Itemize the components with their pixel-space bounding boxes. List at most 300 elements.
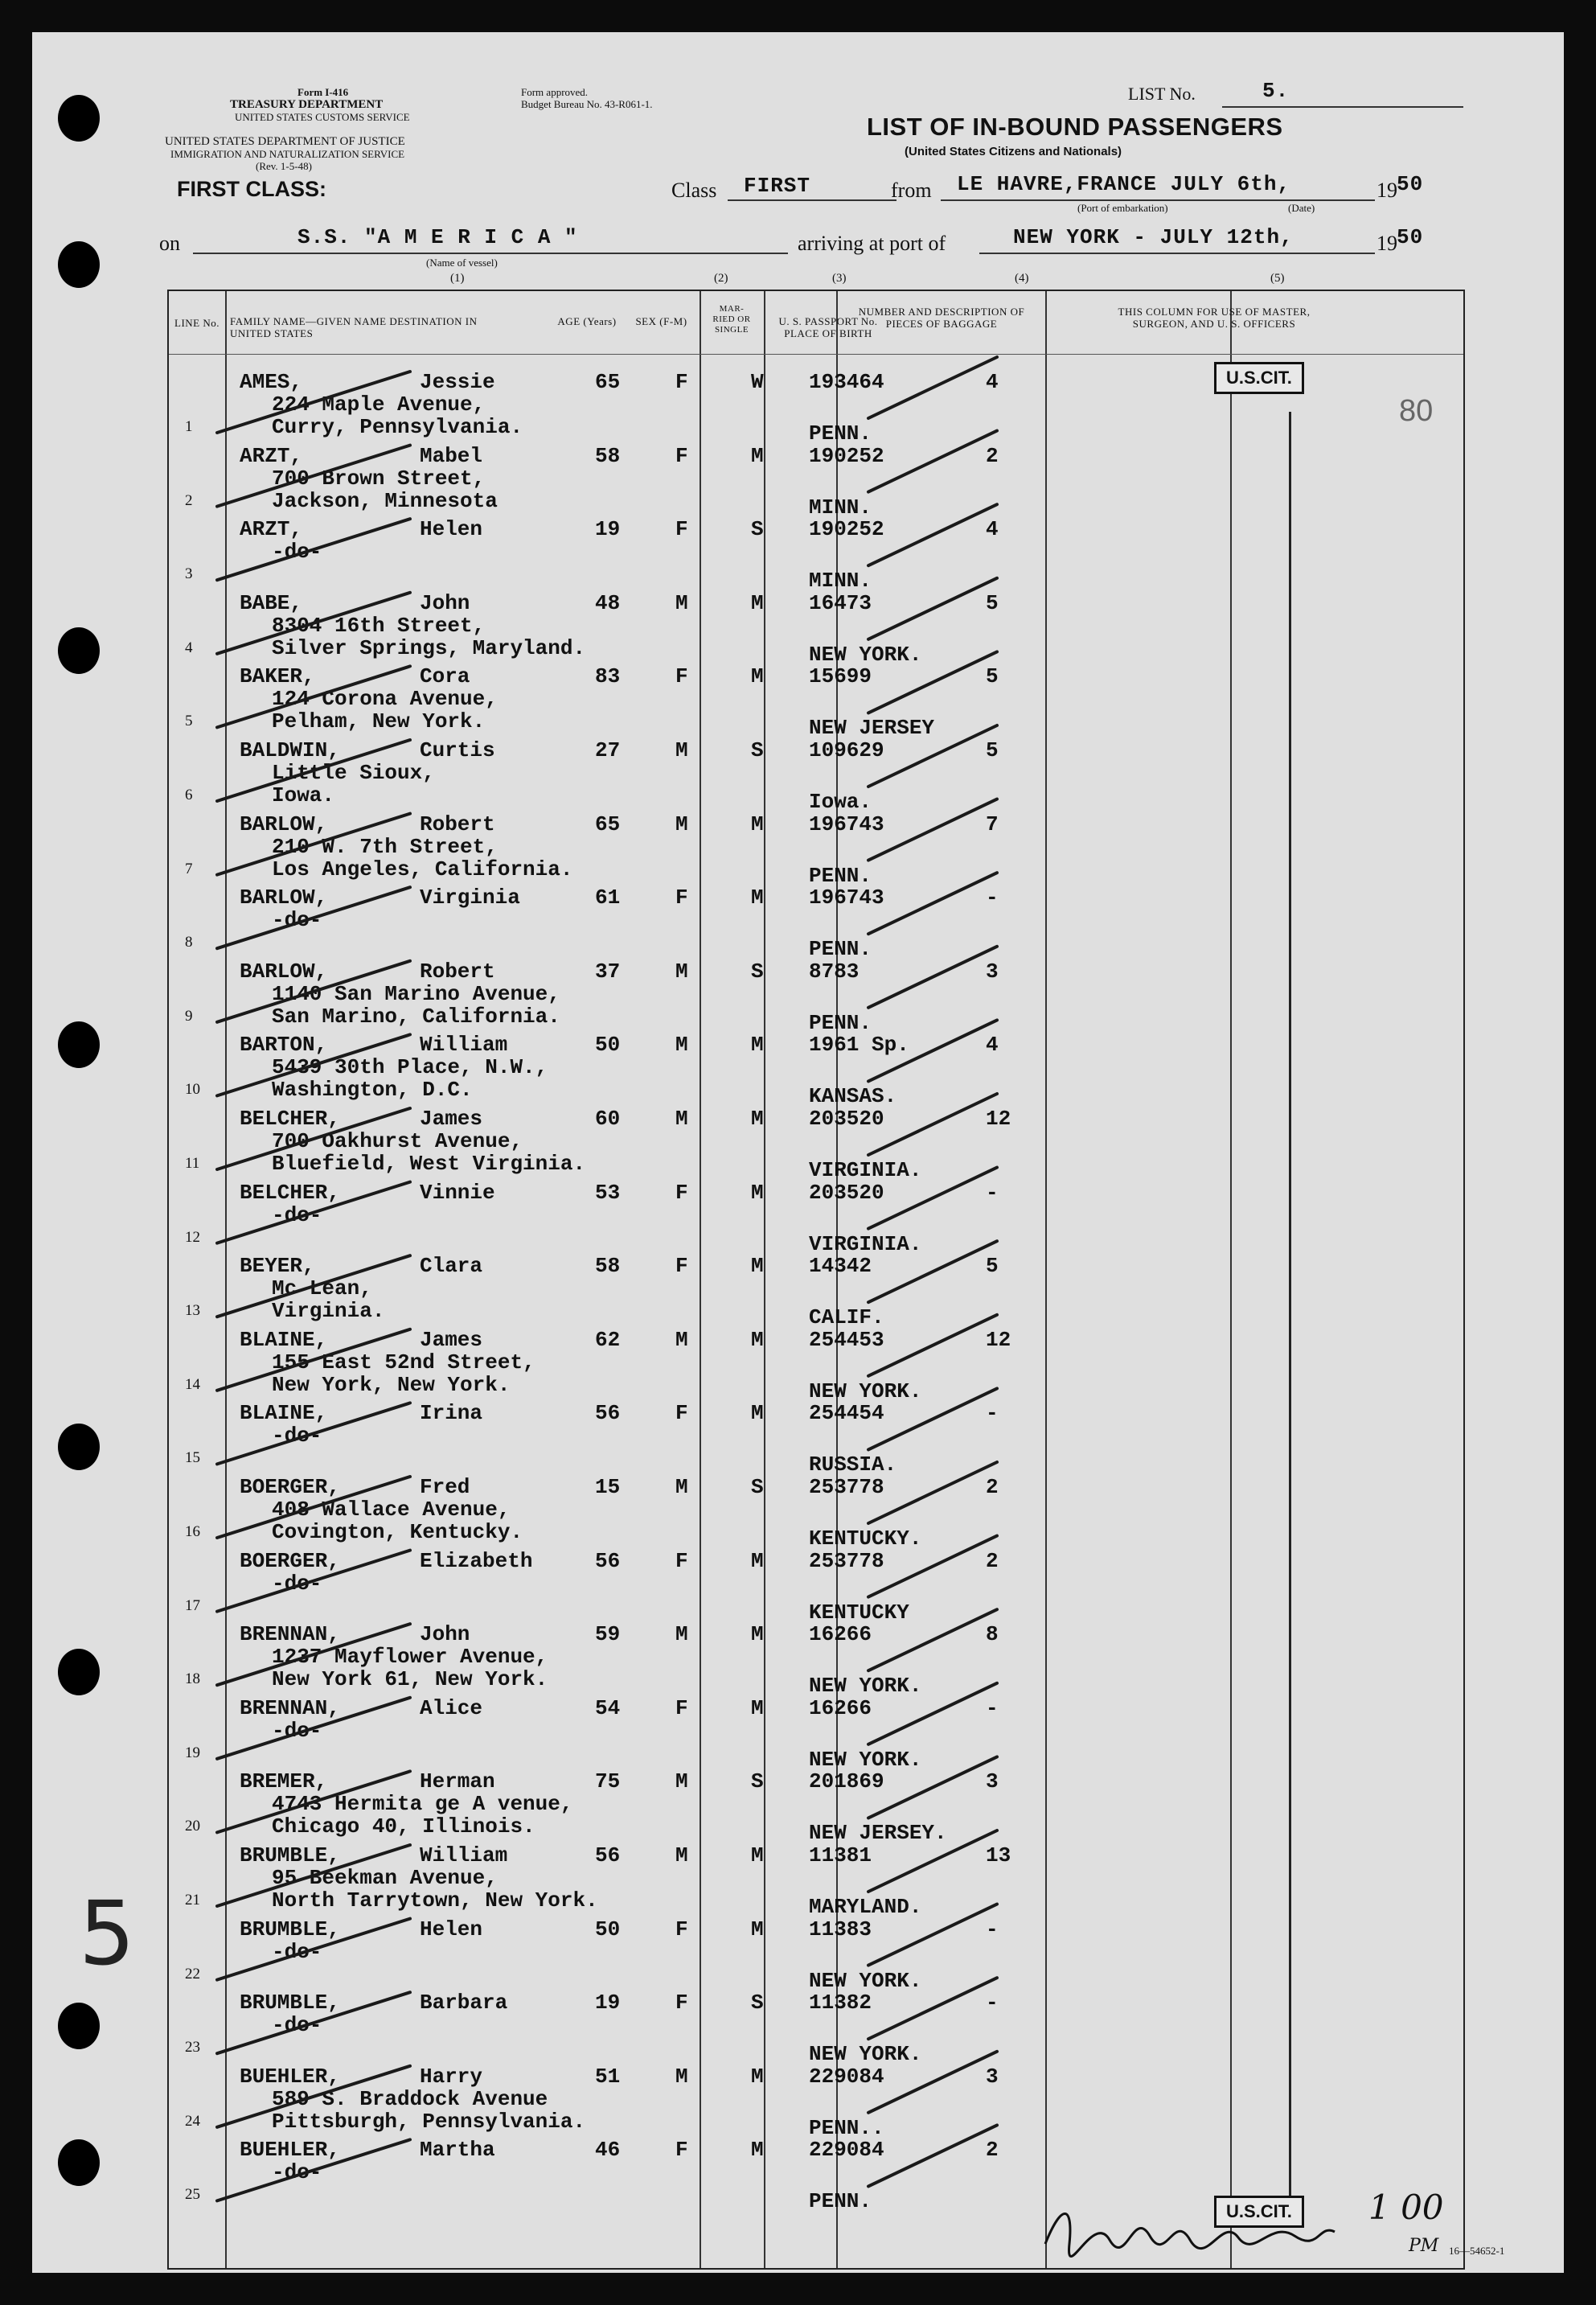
passport-check-stroke (868, 947, 997, 1008)
passport-number: 196743 (809, 811, 884, 836)
sex: M (675, 2064, 688, 2089)
sex: F (675, 443, 688, 468)
passport-check-stroke (868, 578, 997, 639)
passport-check-stroke (868, 1978, 997, 2039)
name-check-stroke (217, 1255, 410, 1317)
baggage-count: - (986, 1180, 999, 1205)
given-name: Barbara (420, 1991, 508, 2015)
address-line-2: Los Angeles, California. (272, 857, 573, 881)
name-check-stroke (217, 811, 410, 875)
given-name: James (420, 1327, 483, 1352)
marital-status: S (751, 1991, 764, 2015)
given-name: Curtis (420, 738, 495, 762)
passport-number: 11382 (809, 1991, 872, 2015)
address-line-2: Pelham, New York. (272, 709, 486, 734)
given-name: Irina (420, 1401, 483, 1426)
address-line-1: 224 Maple Avenue, (272, 392, 486, 417)
given-name: Robert (420, 811, 495, 836)
family-name: BARLOW, (240, 885, 328, 910)
line-number: 5 (185, 713, 193, 730)
year-prefix-1: 19 (1376, 179, 1397, 202)
customs-service: UNITED STATES CUSTOMS SERVICE (235, 111, 410, 123)
col-number-3: (3) (832, 272, 847, 285)
name-check-stroke (217, 1695, 410, 1759)
passport-check-stroke (868, 651, 997, 713)
passport-check-stroke (868, 725, 997, 787)
passport-number: 14342 (809, 1254, 872, 1279)
place-of-birth: MINN. (809, 569, 872, 594)
passport-check-stroke (868, 1168, 997, 1229)
passport-check-stroke (868, 1241, 997, 1302)
age: 65 (595, 811, 621, 836)
passport-number: 203520 (809, 1180, 884, 1205)
address-line-1: 408 Wallace Avenue, (272, 1498, 511, 1522)
line-number: 9 (185, 1007, 193, 1025)
family-name: BRUMBLE, (240, 1991, 340, 2015)
family-name: BEYER, (240, 1254, 315, 1279)
age: 61 (595, 885, 621, 910)
address-line-2: Chicago 40, Illinois. (272, 1814, 535, 1839)
baggage-count: 4 (986, 517, 999, 542)
line-number: 8 (185, 934, 193, 951)
baggage-count: - (986, 1401, 999, 1426)
address-line-2: Bluefield, West Virginia. (272, 1152, 586, 1176)
family-name: BARLOW, (240, 811, 328, 836)
sex: M (675, 1769, 688, 1794)
address-line-2: Jackson, Minnesota (272, 488, 498, 513)
marital-status: M (751, 1548, 764, 1573)
line-number: 10 (185, 1081, 200, 1099)
given-name: Virginia (420, 885, 520, 910)
address-line-1: 1237 Mayflower Avenue, (272, 1645, 548, 1670)
given-name: Fred (420, 1475, 470, 1499)
given-name: John (420, 1622, 470, 1647)
header-sex: SEX (F-M) (635, 315, 687, 327)
punch-hole (58, 95, 100, 142)
given-name: William (420, 1843, 508, 1867)
baggage-count: - (986, 1695, 999, 1720)
left-margin-mark: 5 (79, 1882, 135, 1985)
punch-hole (58, 241, 100, 288)
baggage-count: 4 (986, 1033, 999, 1058)
name-check-stroke (217, 740, 410, 801)
address-line-1: 700 Brown Street, (272, 466, 486, 491)
line-number: 6 (185, 787, 193, 803)
family-name: ARZT, (240, 517, 303, 542)
address-line-2: Virginia. (272, 1299, 385, 1324)
address-line-2: New York, New York. (272, 1372, 511, 1397)
margin-number: 80 (1399, 394, 1434, 428)
address-line-1: -do- (272, 1718, 322, 1743)
address-line-1: Little Sioux, (272, 761, 435, 785)
baggage-count: 5 (986, 738, 999, 762)
year-prefix-2: 19 (1376, 232, 1397, 255)
name-check-stroke (217, 519, 410, 580)
us-citizen-stamp-bottom: U.S.CIT. (1214, 2196, 1304, 2228)
line-number: 3 (185, 565, 193, 583)
marital-status: M (751, 664, 764, 689)
address-line-2: Covington, Kentucky. (272, 1520, 523, 1544)
list-number: 5. (1262, 79, 1290, 103)
address-line-1: 700 Oakhurst Avenue, (272, 1129, 523, 1153)
passport-check-stroke (868, 357, 997, 418)
from-label: from (891, 179, 932, 202)
line-number: 7 (185, 860, 193, 877)
age: 58 (595, 443, 621, 468)
sex: M (675, 1843, 688, 1867)
baggage-count: 8 (986, 1622, 999, 1647)
sex: M (675, 1327, 688, 1352)
age: 83 (595, 664, 621, 689)
passport-check-stroke (868, 2125, 997, 2186)
line-number: 2 (185, 491, 193, 509)
given-name: Alice (420, 1695, 483, 1720)
address-line-1: -do- (272, 1424, 322, 1448)
baggage-count: 5 (986, 1254, 999, 1279)
place-of-birth: VIRGINIA. (809, 1158, 922, 1182)
sex: M (675, 1107, 688, 1131)
marital-status: M (751, 590, 764, 615)
passport-number: 229084 (809, 2138, 884, 2163)
age: 37 (595, 959, 621, 984)
family-name: BUEHLER, (240, 2138, 340, 2163)
given-name: James (420, 1107, 483, 1131)
place-of-birth: KANSAS. (809, 1084, 897, 1109)
passport-check-stroke (868, 1536, 997, 1597)
passport-check-stroke (868, 1388, 997, 1449)
age: 62 (595, 1327, 621, 1352)
marital-status: M (751, 2064, 764, 2089)
sex: F (675, 1401, 688, 1426)
family-name: BRUMBLE, (240, 1843, 340, 1867)
passport-check-stroke (868, 1609, 997, 1670)
age: 48 (595, 590, 621, 615)
header-name: FAMILY NAME—GIVEN NAME DESTINATION IN UNITED STATES (230, 315, 478, 339)
sex: F (675, 664, 688, 689)
punch-hole (58, 1021, 100, 1068)
family-name: BREMER, (240, 1769, 328, 1794)
passport-number: 190252 (809, 517, 884, 542)
family-name: BRUMBLE, (240, 1917, 340, 1941)
given-name: William (420, 1033, 508, 1058)
place-of-birth: NEW YORK. (809, 1378, 922, 1403)
punch-hole (58, 1649, 100, 1695)
age: 50 (595, 1033, 621, 1058)
baggage-count: 13 (986, 1843, 1011, 1867)
address-line-2: Silver Springs, Maryland. (272, 635, 586, 660)
baggage-count: 3 (986, 959, 999, 984)
justice-dept: UNITED STATES DEPARTMENT OF JUSTICE (165, 135, 405, 148)
line-number: 13 (185, 1302, 200, 1320)
age: 56 (595, 1548, 621, 1573)
line-number: 15 (185, 1449, 200, 1467)
given-name: Cora (420, 664, 470, 689)
address-line-2: Washington, D.C. (272, 1078, 473, 1103)
address-line-2: New York 61, New York. (272, 1667, 548, 1692)
name-check-stroke (217, 1624, 410, 1685)
passport-number: 190252 (809, 443, 884, 468)
class-label: Class (671, 179, 717, 202)
arriving-label: arriving at port of (798, 232, 946, 255)
revision: (Rev. 1-5-48) (256, 160, 312, 172)
sex: F (675, 370, 688, 394)
sex: M (675, 1622, 688, 1647)
given-name: Robert (420, 959, 495, 984)
age: 56 (595, 1843, 621, 1867)
sex: M (675, 959, 688, 984)
marital-status: M (751, 1327, 764, 1352)
passport-number: 254453 (809, 1327, 884, 1352)
address-line-1: -do- (272, 2160, 322, 2185)
line-number: 11 (185, 1155, 200, 1172)
given-name: Vinnie (420, 1180, 495, 1205)
on-label: on (159, 232, 180, 255)
marital-status: S (751, 738, 764, 762)
line-number: 22 (185, 1965, 200, 1982)
treasury-dept: TREASURY DEPARTMENT (230, 98, 384, 111)
name-check-stroke (217, 590, 410, 654)
place-of-birth: PENN. (809, 937, 872, 962)
family-name: BABE, (240, 590, 303, 615)
punch-hole (58, 1424, 100, 1470)
place-of-birth: NEW YORK. (809, 642, 922, 667)
address-line-1: -do- (272, 1939, 322, 1964)
passport-check-stroke (868, 1315, 997, 1376)
address-line-1: 95 Beekman Avenue, (272, 1866, 498, 1890)
marital-status: M (751, 1401, 764, 1426)
form-code: 16—54652-1 (1449, 2245, 1505, 2257)
sex: F (675, 1254, 688, 1279)
address-line-2: North Tarrytown, New York. (272, 1888, 598, 1913)
passport-number: 16266 (809, 1622, 872, 1647)
passport-number: 11383 (809, 1917, 872, 1941)
name-check-stroke (217, 1108, 410, 1169)
given-name: Clara (420, 1254, 483, 1279)
address-line-1: -do- (272, 1202, 322, 1227)
name-check-stroke (217, 1477, 410, 1538)
form-number: Form I-416 (297, 86, 349, 98)
address-line-1: 589 S. Braddock Avenue (272, 2086, 548, 2111)
place-of-birth: PENN. (809, 421, 872, 446)
family-name: BELCHER, (240, 1180, 340, 1205)
baggage-count: 5 (986, 664, 999, 689)
baggage-count: 2 (986, 1548, 999, 1573)
marital-status: M (751, 1917, 764, 1941)
passport-check-stroke (868, 431, 997, 492)
budget-bureau: Budget Bureau No. 43-R061-1. (521, 98, 653, 110)
family-name: BARLOW, (240, 959, 328, 984)
family-name: BUEHLER, (240, 2064, 340, 2089)
name-check-stroke (217, 1992, 410, 2053)
family-name: BLAINE, (240, 1327, 328, 1352)
address-line-2: San Marino, California. (272, 1004, 560, 1029)
age: 75 (595, 1769, 621, 1794)
from-value: LE HAVRE,FRANCE JULY 6th, (957, 172, 1291, 196)
line-number: 18 (185, 1670, 200, 1688)
address-line-1: 124 Corona Avenue, (272, 687, 498, 712)
name-check-stroke (217, 1548, 410, 1612)
marital-status: M (751, 885, 764, 910)
passport-number: 229084 (809, 2064, 884, 2089)
line-number: 21 (185, 1892, 200, 1909)
family-name: BAKER, (240, 664, 315, 689)
name-check-stroke (217, 887, 410, 948)
passport-number: 193464 (809, 370, 884, 394)
line-number: 24 (185, 2112, 200, 2130)
family-name: BLAINE, (240, 1401, 328, 1426)
marital-status: M (751, 1695, 764, 1720)
line-number: 12 (185, 1228, 200, 1246)
address-line-1: 5439 30th Place, N.W., (272, 1055, 548, 1080)
family-name: BRENNAN, (240, 1695, 340, 1720)
baggage-count: 7 (986, 811, 999, 836)
date-caption: (Date) (1288, 202, 1315, 214)
arriving-value: NEW YORK - JULY 12th, (1013, 225, 1294, 249)
sex: F (675, 885, 688, 910)
sex: M (675, 738, 688, 762)
line-number: 4 (185, 639, 193, 656)
address-line-1: -do- (272, 908, 322, 933)
name-check-stroke (217, 372, 410, 433)
passport-check-stroke (868, 1904, 997, 1966)
vessel-name: S.S. "A M E R I C A " (297, 225, 578, 249)
baggage-count: 2 (986, 1475, 999, 1499)
place-of-birth: NEW YORK. (809, 1674, 922, 1699)
given-name: Jessie (420, 370, 495, 394)
age: 65 (595, 370, 621, 394)
passport-number: 203520 (809, 1107, 884, 1131)
marital-status: M (751, 443, 764, 468)
passport-number: 109629 (809, 738, 884, 762)
place-of-birth: KENTUCKY (809, 1600, 909, 1625)
line-number: 23 (185, 2039, 200, 2056)
place-of-birth: VIRGINIA. (809, 1231, 922, 1256)
punch-hole (58, 2003, 100, 2049)
year-1: 50 (1397, 172, 1424, 196)
place-of-birth: PENN. (809, 1010, 872, 1035)
family-name: BARTON, (240, 1033, 328, 1058)
place-of-birth: NEW YORK. (809, 1968, 922, 1993)
given-name: Elizabeth (420, 1548, 533, 1573)
passport-check-stroke (868, 873, 997, 934)
family-name: BELCHER, (240, 1107, 340, 1131)
col-number-4: (4) (1015, 272, 1029, 285)
age: 50 (595, 1917, 621, 1941)
passport-check-stroke (868, 1756, 997, 1818)
given-name: John (420, 590, 470, 615)
address-line-1: -do- (272, 1571, 322, 1596)
address-line-2: Pittsburgh, Pennsylvania. (272, 2109, 586, 2134)
line-number: 17 (185, 1596, 200, 1614)
line-number: 16 (185, 1523, 200, 1540)
place-of-birth: MINN. (809, 495, 872, 520)
place-of-birth: Iowa. (809, 790, 872, 814)
us-citizen-stamp-top: U.S.CIT. (1214, 362, 1304, 394)
place-of-birth: KENTUCKY. (809, 1526, 922, 1551)
marital-status: S (751, 517, 764, 542)
document-title: LIST OF IN-BOUND PASSENGERS (867, 113, 1283, 141)
address-line-1: -do- (272, 540, 322, 565)
passport-number: 11381 (809, 1843, 872, 1867)
passport-number: 16266 (809, 1695, 872, 1720)
class-value: FIRST (744, 174, 811, 198)
baggage-count: 5 (986, 590, 999, 615)
marital-status: M (751, 1107, 764, 1131)
given-name: Martha (420, 2138, 495, 2163)
passport-number: 15699 (809, 664, 872, 689)
port-embarkation-caption: (Port of embarkation) (1077, 202, 1168, 214)
passport-check-stroke (868, 1830, 997, 1892)
manifest-page (32, 32, 1564, 2273)
age: 54 (595, 1695, 621, 1720)
name-check-stroke (217, 1329, 410, 1391)
family-name: AMES, (240, 370, 303, 394)
baggage-count: 12 (986, 1327, 1011, 1352)
marital-status: M (751, 1843, 764, 1867)
sex: M (675, 811, 688, 836)
age: 60 (595, 1107, 621, 1131)
passport-check-stroke (868, 1094, 997, 1155)
sex: F (675, 1695, 688, 1720)
age: 15 (595, 1475, 621, 1499)
age: 19 (595, 517, 621, 542)
place-of-birth: PENN. (809, 863, 872, 888)
place-of-birth: CALIF. (809, 1305, 884, 1330)
place-of-birth: MARYLAND. (809, 1895, 922, 1919)
age: 27 (595, 738, 621, 762)
address-line-1: 4743 Hermita ge A venue, (272, 1792, 573, 1817)
name-check-stroke (217, 1034, 410, 1095)
family-name: BOERGER, (240, 1548, 340, 1573)
baggage-count: 4 (986, 370, 999, 394)
place-of-birth: NEW JERSEY. (809, 1821, 947, 1846)
baggage-count: - (986, 885, 999, 910)
form-approved: Form approved. (521, 86, 589, 98)
age: 56 (595, 1401, 621, 1426)
baggage-count: 2 (986, 2138, 999, 2163)
marital-status: M (751, 1033, 764, 1058)
col-number-2: (2) (714, 272, 728, 285)
age: 19 (595, 1991, 621, 2015)
marital-status: M (751, 1622, 764, 1647)
address-line-1: 1140 San Marino Avenue, (272, 981, 560, 1006)
punch-hole (58, 627, 100, 674)
marital-status: W (751, 370, 764, 394)
marital-status: M (751, 811, 764, 836)
age: 58 (595, 1254, 621, 1279)
baggage-count: 12 (986, 1107, 1011, 1131)
age: 59 (595, 1622, 621, 1647)
sex: M (675, 1033, 688, 1058)
document-subtitle: (United States Citizens and Nationals) (905, 145, 1122, 158)
passport-check-stroke (868, 1462, 997, 1523)
sex: M (675, 1475, 688, 1499)
passport-number: 254454 (809, 1401, 884, 1426)
place-of-birth: NEW YORK. (809, 2042, 922, 2067)
header-baggage: NUMBER AND DESCRIPTION OF PIECES OF BAGGAGE (858, 306, 1025, 330)
family-name: BRENNAN, (240, 1622, 340, 1647)
passport-check-stroke (868, 504, 997, 565)
age: 51 (595, 2064, 621, 2089)
given-name: Mabel (420, 443, 483, 468)
given-name: Helen (420, 517, 483, 542)
place-of-birth: NEW YORK. (809, 1747, 922, 1772)
given-name: Harry (420, 2064, 483, 2089)
col-number-5: (5) (1270, 272, 1285, 285)
age: 53 (595, 1180, 621, 1205)
name-check-stroke (217, 666, 410, 727)
immigration-service: IMMIGRATION AND NATURALIZATION SERVICE (170, 148, 405, 160)
